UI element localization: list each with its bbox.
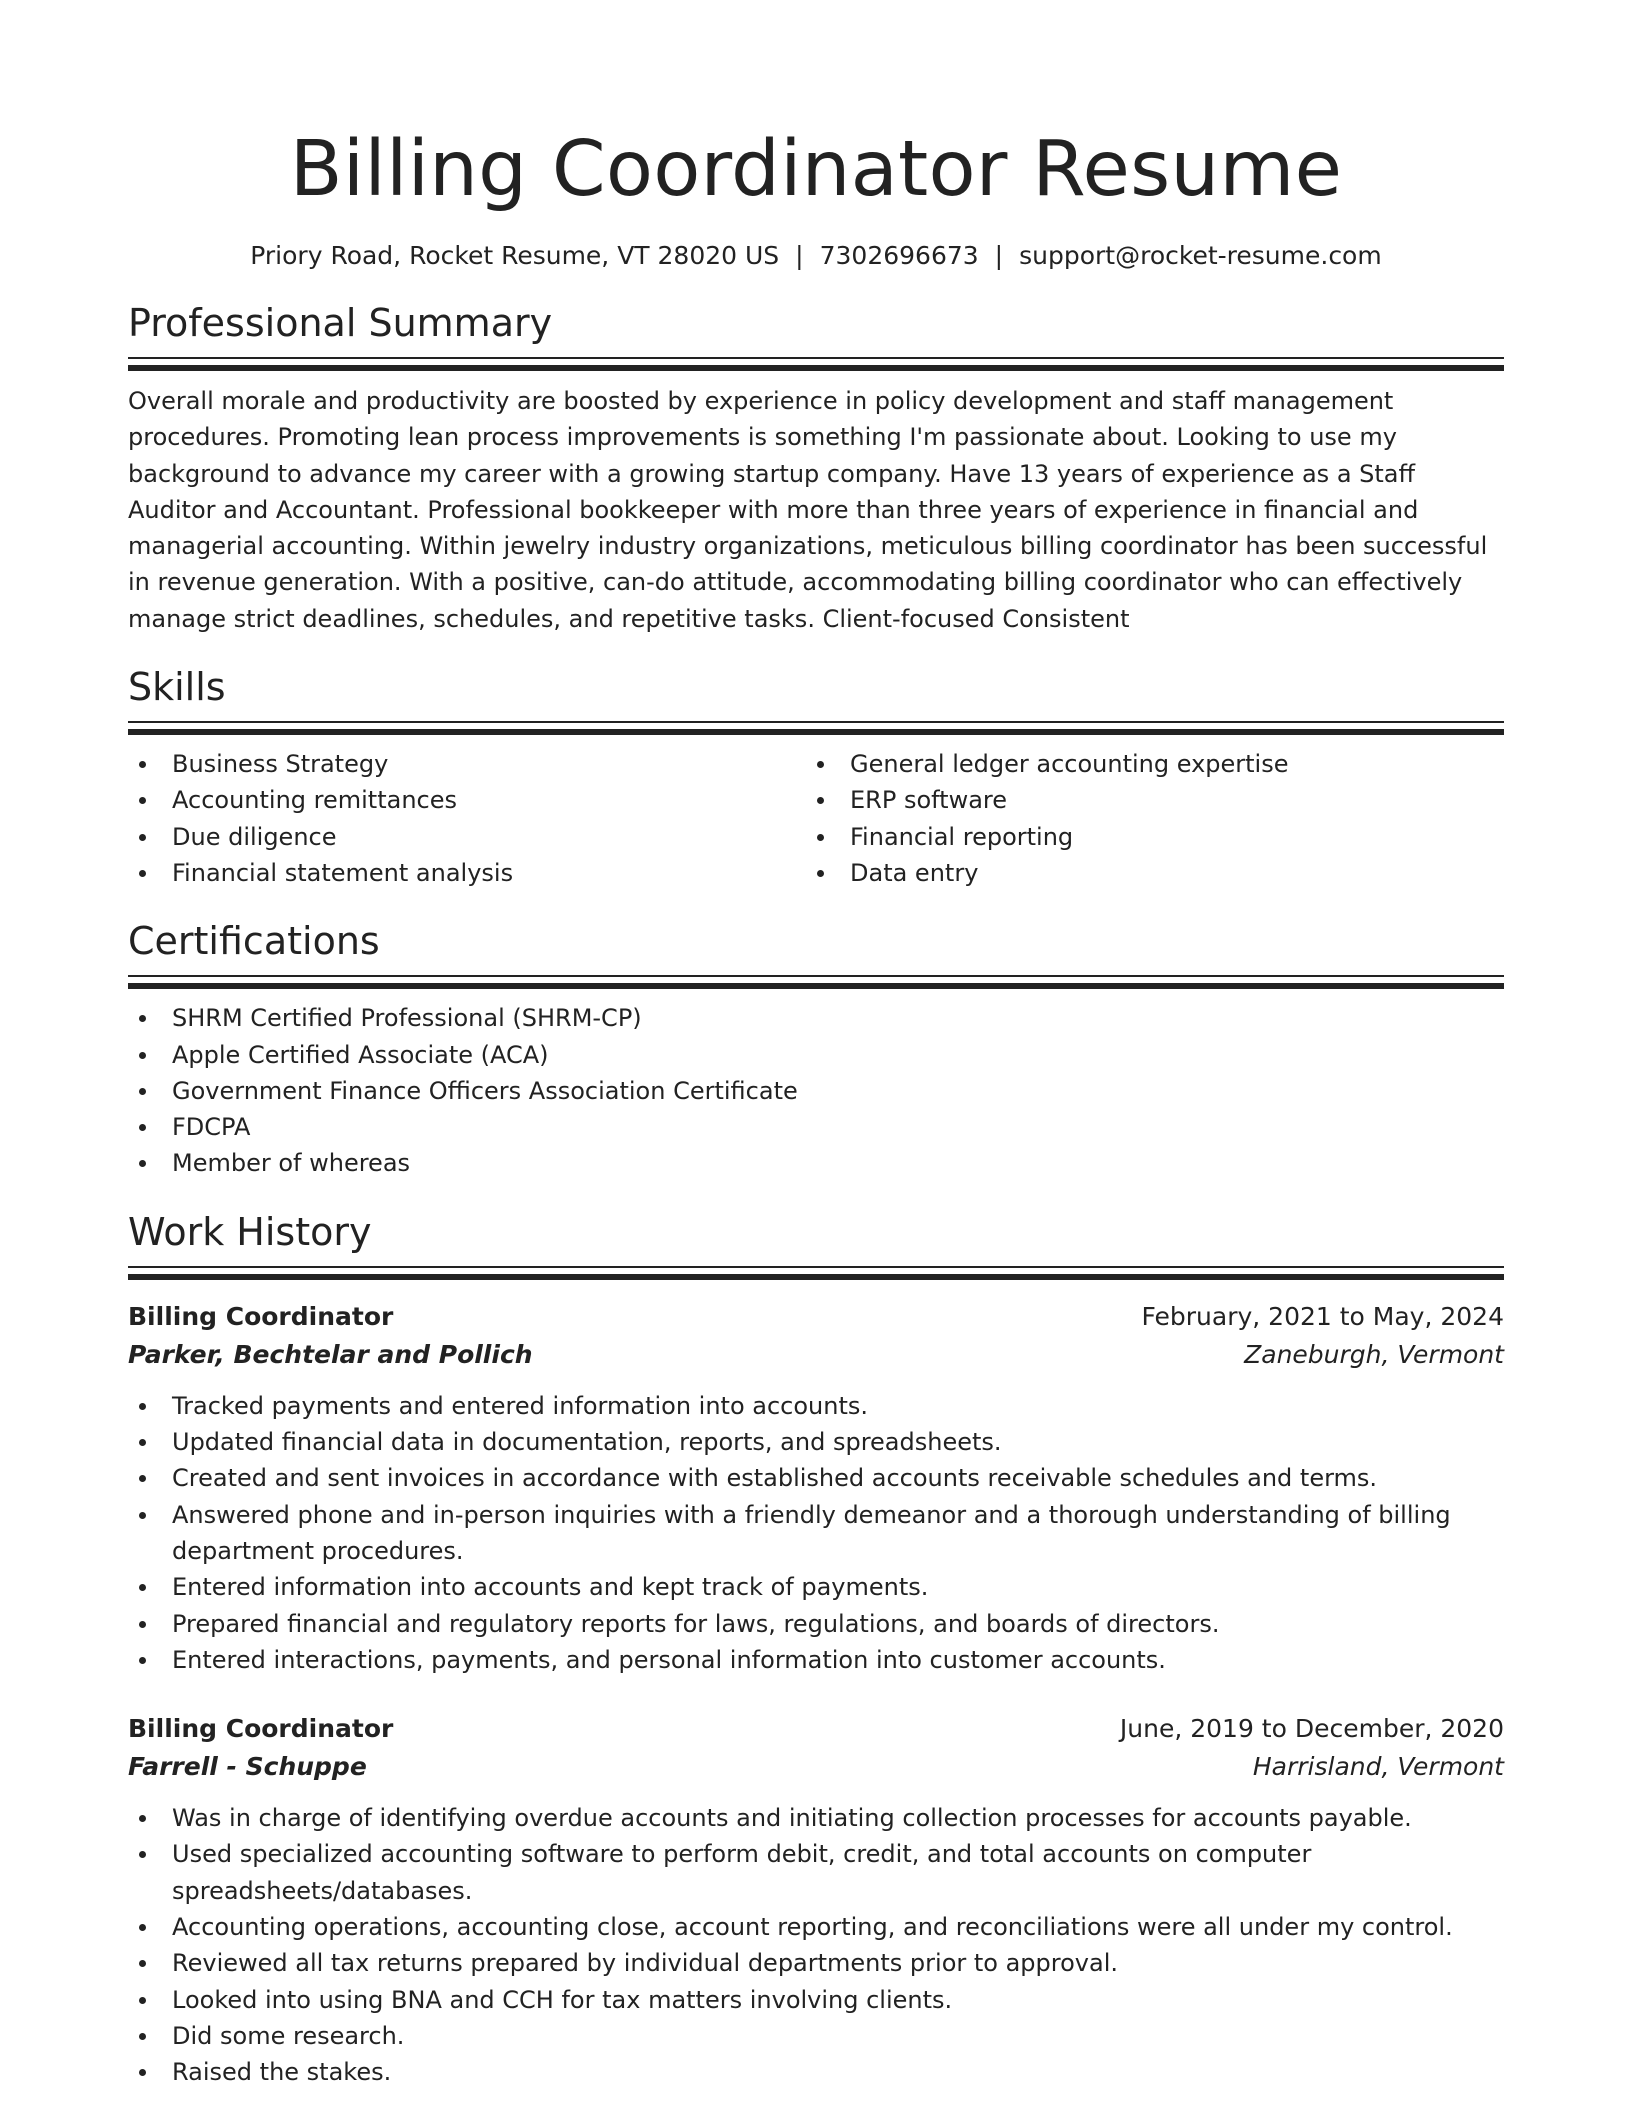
certification-item: Member of whereas <box>128 1145 1504 1181</box>
contact-email: support@rocket-resume.com <box>1019 241 1382 270</box>
job-duty: Did some research. <box>128 2018 1504 2054</box>
certification-item: Government Finance Officers Association Certificate <box>128 1073 1504 1109</box>
job-duty: Created and sent invoices in accordance with established accounts receivable schedules and terms. <box>128 1460 1504 1496</box>
certifications-heading: Certifications <box>128 919 380 964</box>
job-dates: June, 2019 to December, 2020 <box>1119 1714 1504 1744</box>
work-history-heading: Work History <box>128 1209 372 1254</box>
job-location: Zaneburgh, Vermont <box>1244 1339 1504 1369</box>
skills-right-list <box>806 746 1484 891</box>
job-duty: Entered interactions, payments, and personal information into customer accounts. <box>128 1642 1504 1678</box>
skill-item: Financial reporting <box>806 819 1484 855</box>
job-duty: Prepared financial and regulatory reports for laws, regulations, and boards of directors. <box>128 1606 1504 1642</box>
skill-item: Accounting remittances <box>128 782 806 818</box>
work-history-section <box>128 1208 1504 2091</box>
skill-item: Due diligence <box>128 819 806 855</box>
skills-left-list <box>128 746 806 891</box>
job-header <box>128 1298 1504 1336</box>
skills-heading: Skills <box>128 665 226 710</box>
certification-item: FDCPA <box>128 1109 1504 1145</box>
job-title: Billing Coordinator <box>128 1301 394 1331</box>
resume-title: Billing Coordinator Resume <box>289 125 1343 214</box>
contact-address: Priory Road, Rocket Resume, VT 28020 US <box>250 241 780 270</box>
job-duty: Reviewed all tax returns prepared by individual departments prior to approval. <box>128 1945 1504 1981</box>
job-duty: Entered information into accounts and kept track of payments. <box>128 1569 1504 1605</box>
section-divider <box>128 721 1504 737</box>
skills-grid <box>128 746 1504 891</box>
job-dates: February, 2021 to May, 2024 <box>1141 1301 1504 1331</box>
certification-item: Apple Certified Associate (ACA) <box>128 1037 1504 1073</box>
job-duties-list <box>128 1388 1504 1678</box>
summary-section <box>128 299 1504 637</box>
job-duty: Looked into using BNA and CCH for tax matters involving clients. <box>128 1982 1504 2018</box>
certifications-list <box>128 1000 1504 1181</box>
job-subheader <box>128 1748 1504 1786</box>
contact-line <box>128 239 1504 273</box>
job-company: Parker, Bechtelar and Pollich <box>128 1339 533 1369</box>
job-duty: Was in charge of identifying overdue accounts and initiating collection processes for accounts payable. <box>128 1800 1504 1836</box>
job-location: Harrisland, Vermont <box>1252 1752 1504 1782</box>
section-divider <box>128 357 1504 373</box>
job-entry <box>128 1298 1504 1678</box>
section-divider <box>128 975 1504 991</box>
certifications-section <box>128 917 1504 1181</box>
summary-text: Overall morale and productivity are boosted by experience in policy development and staff management procedures. Promoting lean process improvements is something I'm passionate about. Looking to use my background to advance my career with a growing startup company. Have 13 years of experience as a Staff Auditor and Accountant. Professional bookkeeper with more than three years of experience in financial and managerial accounting. Within jewelry industry organizations, meticulous billing coordinator has been successful in revenue generation. With a positive, can-do attitude, accommodating billing coordinator who can effectively manage strict deadlines, schedules, and repetitive tasks. Client-focused Consistent <box>128 387 1488 633</box>
contact-phone: 7302696673 <box>819 241 979 270</box>
contact-separator: | <box>994 241 1004 270</box>
summary-heading: Professional Summary <box>128 301 553 345</box>
job-duty: Updated financial data in documentation, reports, and spreadsheets. <box>128 1424 1504 1460</box>
skill-item: ERP software <box>806 782 1484 818</box>
job-duty: Used specialized accounting software to perform debit, credit, and total accounts on computer spreadsheets/databases. <box>128 1836 1504 1909</box>
job-entry <box>128 1710 1504 2090</box>
resume-page <box>128 0 1504 2091</box>
job-duty: Answered phone and in-person inquiries with a friendly demeanor and a thorough understanding of billing department procedures. <box>128 1497 1504 1570</box>
job-subheader <box>128 1336 1504 1374</box>
job-title: Billing Coordinator <box>128 1714 394 1744</box>
job-duty: Tracked payments and entered information into accounts. <box>128 1388 1504 1424</box>
skill-item: Financial statement analysis <box>128 855 806 891</box>
skill-item: General ledger accounting expertise <box>806 746 1484 782</box>
skill-item: Business Strategy <box>128 746 806 782</box>
job-duty: Raised the stakes. <box>128 2054 1504 2090</box>
section-divider <box>128 1266 1504 1282</box>
skill-item: Data entry <box>806 855 1484 891</box>
job-duties-list <box>128 1800 1504 2090</box>
contact-separator: | <box>795 241 804 270</box>
job-company: Farrell - Schuppe <box>128 1752 367 1782</box>
skills-section <box>128 663 1504 891</box>
job-header <box>128 1710 1504 1748</box>
certification-item: SHRM Certified Professional (SHRM-CP) <box>128 1000 1504 1036</box>
job-duty: Accounting operations, accounting close, account reporting, and reconciliations were all under my control. <box>128 1909 1504 1945</box>
